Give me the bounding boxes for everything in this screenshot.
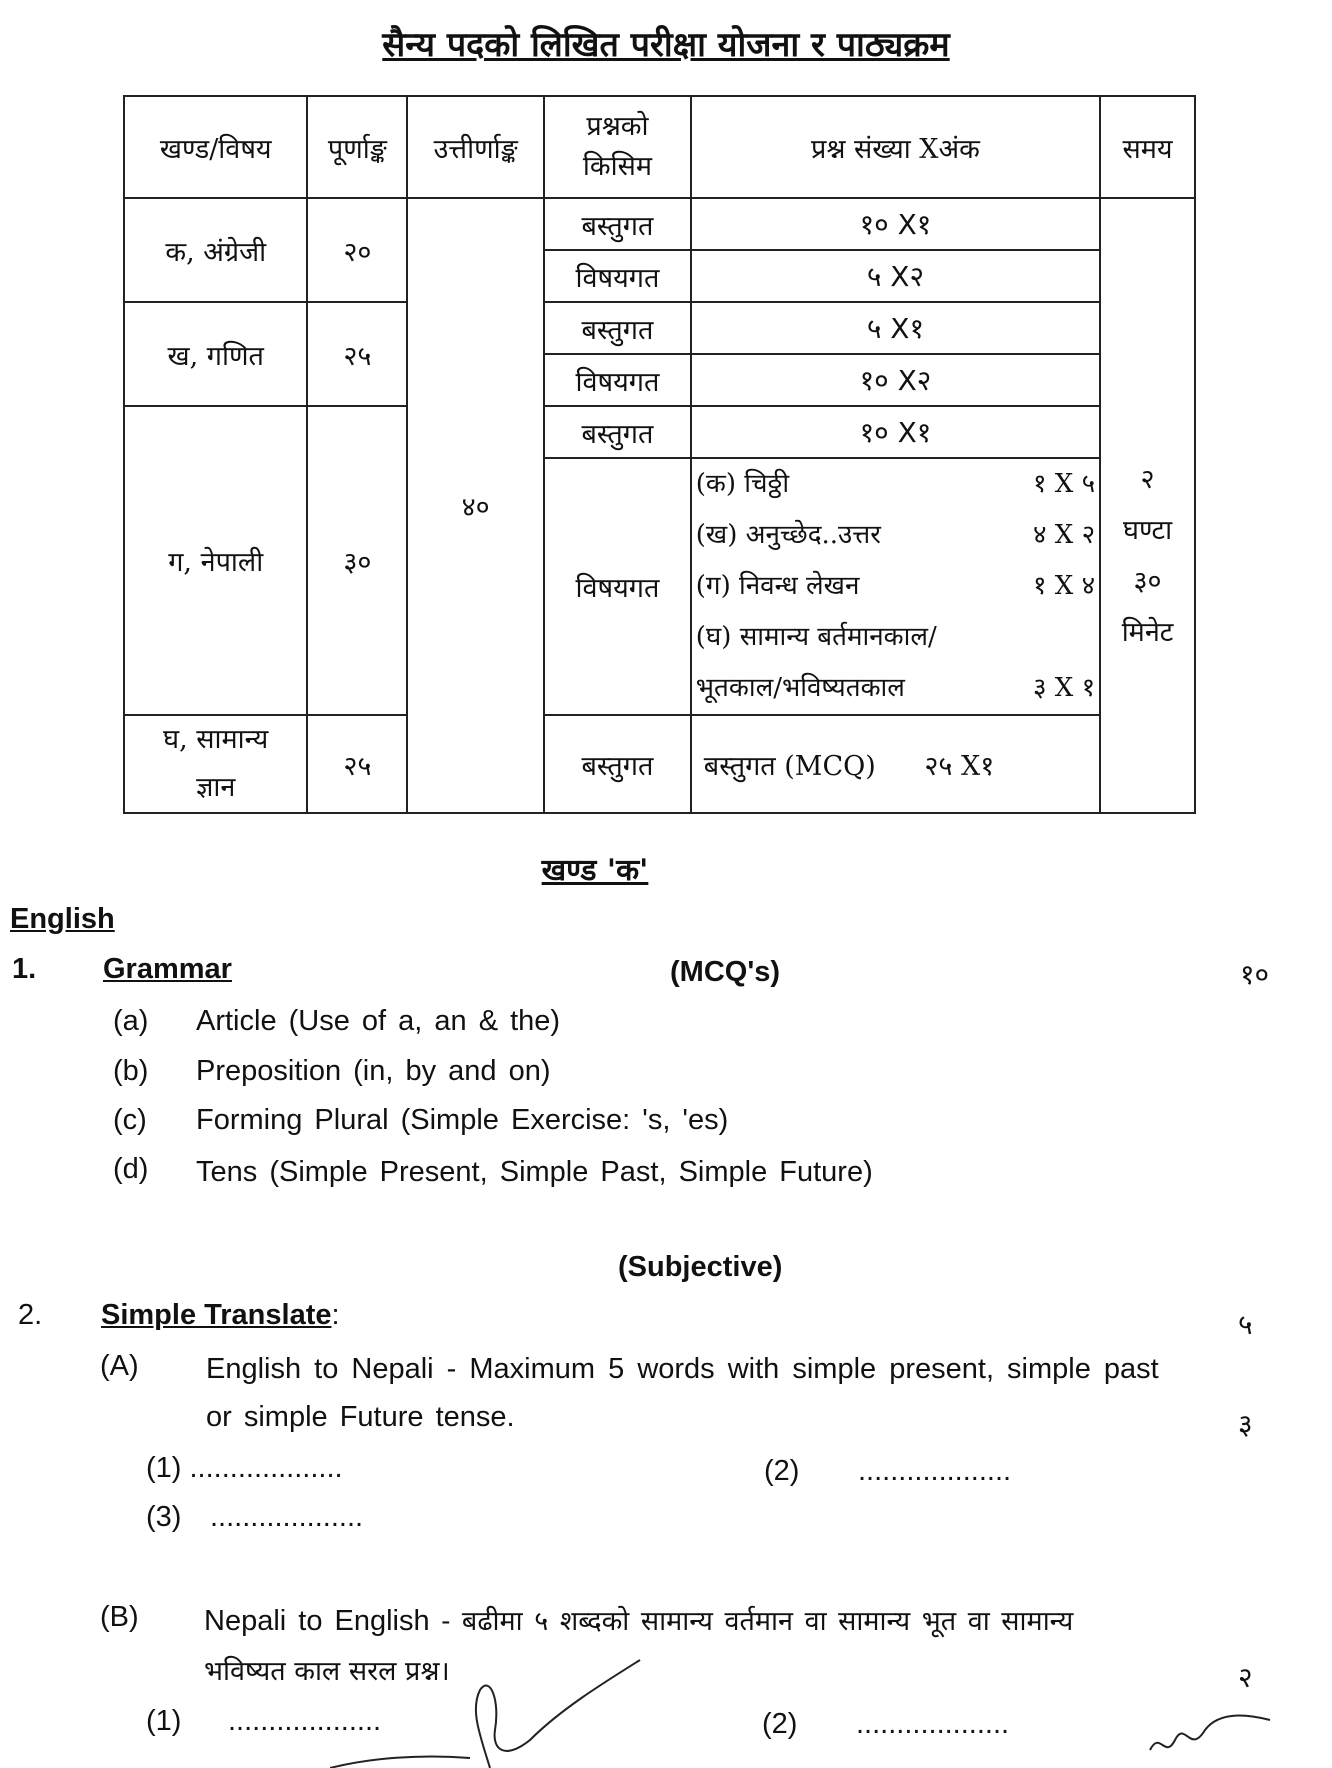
- subject-english: क, अंग्रेजी: [124, 198, 307, 302]
- item-marks: ४ X २: [1033, 520, 1096, 550]
- q1-item-text: Tens (Simple Present, Simple Past, Simple Future): [196, 1156, 873, 1188]
- q2a-blank2-label: (2): [764, 1455, 800, 1487]
- q1-item-label: (a): [113, 1005, 149, 1037]
- full-marks-math: २५: [307, 302, 407, 406]
- q1-item-label: (d): [113, 1153, 149, 1185]
- list-item: [696, 459, 1095, 510]
- header-subject: खण्ड/विषय: [124, 96, 307, 198]
- time-cell: [1100, 198, 1195, 813]
- q2a-label: (A): [100, 1350, 139, 1382]
- list-item: [696, 612, 1095, 663]
- type-nepali-objective: बस्तुगत: [544, 406, 691, 458]
- q2a-marks: ३: [1238, 1408, 1253, 1441]
- time-line2: घण्टा: [1123, 514, 1173, 546]
- list-item: [696, 510, 1095, 561]
- type-gk-objective: बस्तुगत: [544, 715, 691, 813]
- table-row: [124, 715, 1195, 813]
- exam-scheme-table: [123, 95, 1196, 814]
- signature-mark: [1130, 1700, 1280, 1768]
- q1-number: 1.: [12, 953, 37, 985]
- list-item: [696, 663, 1095, 714]
- q2b-line1-nepali: - बढीमा ५ शब्दको सामान्य वर्तमान वा सामान्य भूत वा सामान्य: [429, 1606, 1074, 1637]
- subject-gk: [124, 715, 307, 813]
- q1-item-label: (c): [113, 1104, 147, 1136]
- qm-gk-label: बस्तुगत (MCQ): [703, 750, 876, 782]
- q1-item-text: Article (Use of a, an & the): [196, 1005, 561, 1037]
- qm-gk-value: २५ X१: [924, 750, 995, 782]
- q2b-label: (B): [100, 1601, 139, 1633]
- q2b-blank1-label: (1): [146, 1705, 182, 1737]
- table-row: [124, 302, 1195, 354]
- type-math-subjective: विषयगत: [544, 354, 691, 406]
- qm-math-objective: ५ X१: [691, 302, 1100, 354]
- full-marks-gk: २५: [307, 715, 407, 813]
- qm-english-subjective: ५ X२: [691, 250, 1100, 302]
- q2b-line1-english: Nepali to English: [204, 1605, 430, 1637]
- qm-nepali-objective: १० X१: [691, 406, 1100, 458]
- signature-mark: [330, 1650, 660, 1768]
- q2b-line1: [204, 1601, 1073, 1638]
- item-label: (क) चिठ्ठी: [695, 469, 790, 499]
- header-question-type-line1: प्रश्नको: [586, 111, 649, 142]
- q2-marks: ५: [1238, 1308, 1253, 1341]
- qm-gk: [691, 715, 1100, 813]
- qm-nepali-subjective: [691, 458, 1100, 715]
- q1-item-text: Forming Plural (Simple Exercise: 's, 'es): [196, 1104, 729, 1136]
- english-heading: English: [10, 903, 115, 935]
- page-title: सैन्य पदको लिखित परीक्षा योजना र पाठ्यक्रम: [382, 25, 950, 65]
- time-line4: मिनेट: [1121, 616, 1174, 648]
- q2a-blank3-label: (3): [146, 1501, 182, 1533]
- subjective-label: (Subjective): [618, 1251, 783, 1283]
- q2-title-wrap: [101, 1299, 340, 1332]
- header-full-marks: पूर्णाङ्क: [307, 96, 407, 198]
- q2-colon: :: [331, 1299, 340, 1331]
- q1-title: Grammar: [103, 953, 232, 985]
- type-english-subjective: विषयगत: [544, 250, 691, 302]
- item-marks: १ X ४: [1033, 571, 1096, 601]
- table-row: [124, 198, 1195, 250]
- q1-type: (MCQ's): [670, 956, 780, 988]
- full-marks-english: २०: [307, 198, 407, 302]
- type-english-objective: बस्तुगत: [544, 198, 691, 250]
- q2a-blank2-dots: ...................: [858, 1455, 1012, 1487]
- pass-marks-cell: ४०: [407, 198, 544, 813]
- subject-math: ख, गणित: [124, 302, 307, 406]
- header-pass-marks: उत्तीर्णाङ्क: [407, 96, 544, 198]
- qm-english-objective: १० X१: [691, 198, 1100, 250]
- q1-item-text: Preposition (in, by and on): [196, 1055, 551, 1087]
- qm-math-subjective: १० X२: [691, 354, 1100, 406]
- time-line3: ३०: [1133, 565, 1162, 597]
- q2a-blank1: (1) ...................: [146, 1452, 343, 1484]
- subject-nepali: ग, नेपाली: [124, 406, 307, 715]
- item-label: (ख) अनुच्छेद..उत्तर: [695, 520, 881, 550]
- subject-gk-line1: घ, सामान्य: [163, 724, 269, 755]
- header-question-type-line2: किसिम: [582, 151, 652, 182]
- header-question-type: [544, 96, 691, 198]
- item-label: (ग) निवन्ध लेखन: [695, 571, 860, 601]
- q2-title: Simple Translate: [101, 1299, 332, 1331]
- q2b-marks: २: [1238, 1661, 1253, 1694]
- time-line1: २: [1140, 463, 1155, 495]
- item-marks: १ X ५: [1033, 469, 1096, 499]
- type-nepali-subjective: विषयगत: [544, 458, 691, 715]
- table-header-row: [124, 96, 1195, 198]
- q2b-line2: भविष्यत काल सरल प्रश्न।: [204, 1656, 450, 1687]
- q2b-blank1-dots: ...................: [228, 1705, 382, 1737]
- q1-marks: १०: [1240, 958, 1270, 991]
- list-item: [696, 561, 1095, 612]
- q2a-line1: English to Nepali - Maximum 5 words with simple present, simple past: [206, 1353, 1159, 1385]
- header-questions-marks: प्रश्न संख्या Xअंक: [691, 96, 1100, 198]
- table-row: [124, 406, 1195, 458]
- type-math-objective: बस्तुगत: [544, 302, 691, 354]
- q1-item-label: (b): [113, 1055, 149, 1087]
- q2a-line2: or simple Future tense.: [206, 1401, 515, 1433]
- item-label: (घ) सामान्य बर्तमानकाल/: [695, 622, 937, 652]
- q2b-blank2-dots: ...................: [856, 1708, 1010, 1740]
- item-marks: ३ X १: [1033, 673, 1096, 703]
- item-label: भूतकाल/भविष्यतकाल: [695, 673, 905, 703]
- full-marks-nepali: ३०: [307, 406, 407, 715]
- q2-number: 2.: [18, 1299, 43, 1331]
- subject-gk-line2: ज्ञान: [196, 772, 236, 803]
- section-title: खण्ड 'क': [541, 853, 649, 888]
- q2b-blank2-label: (2): [762, 1708, 798, 1740]
- header-time: समय: [1100, 96, 1195, 198]
- q2a-blank3-dots: ...................: [210, 1501, 364, 1533]
